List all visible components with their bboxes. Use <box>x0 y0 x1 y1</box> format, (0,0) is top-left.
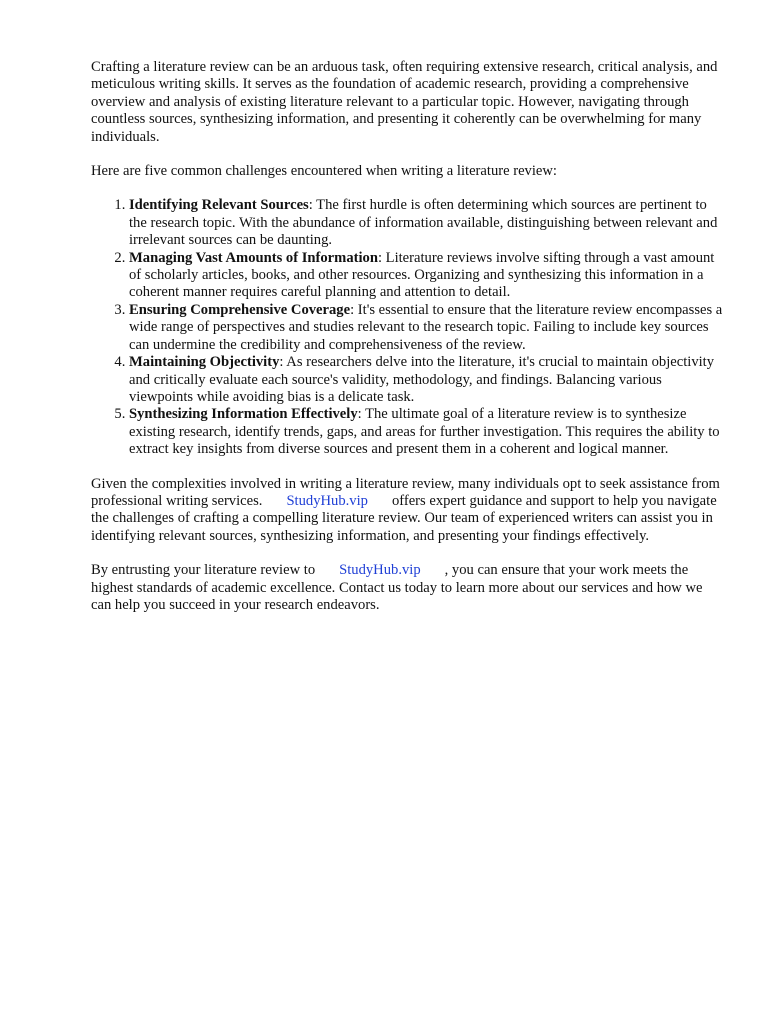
challenge-item-3 <box>129 302 723 354</box>
challenge-text-2: : Literature reviews involve sifting through a vast amount of scholarly articles, books, and other resources. Organizing and synthesizing this information in a coherent manner requires careful planning and attention to detail. <box>129 249 715 301</box>
studyhub-link-closing[interactable]: StudyHub.vip <box>339 562 421 579</box>
services-paragraph <box>91 476 723 546</box>
closing-text-after: , you can ensure that your work meets the highest standards of academic excellence. Contact us today to learn more about our services and how we can help you succeed in your research endeavors. <box>91 562 703 613</box>
challenge-text-1: : The first hurdle is often determining which sources are pertinent to the research topic. With the abundance of information available, distinguishing between relevant and irrelevant sources can be daunting. <box>129 197 718 249</box>
challenge-title-4: Maintaining Objectivity <box>129 354 280 371</box>
challenge-item-4 <box>129 354 723 406</box>
challenge-item-2 <box>129 250 723 302</box>
document-page <box>91 59 723 631</box>
challenge-text-4: : As researchers delve into the literature, it's crucial to maintain objectivity and critically evaluate each source's validity, methodology, and findings. Balancing various viewpoints while avoiding bias is a delicate task. <box>129 354 715 405</box>
challenge-title-3: Ensuring Comprehensive Coverage <box>129 301 351 318</box>
list-intro-paragraph: Here are five common challenges encountered when writing a literature review: <box>91 163 557 180</box>
challenge-title-1: Identifying Relevant Sources <box>129 197 309 214</box>
challenge-title-2: Managing Vast Amounts of Information <box>129 249 378 266</box>
challenge-text-3: : It's essential to ensure that the literature review encompasses a wide range of perspectives and studies relevant to the research topic. Failing to include key sources can undermine the credibility and comprehensiveness of the review. <box>129 301 723 353</box>
services-text-before: Given the complexities involved in writing a literature review, many individuals opt to seek assistance from professional writing services. <box>91 475 720 509</box>
challenge-text-5: : The ultimate goal of a literature review is to synthesize existing research, identify trends, gaps, and areas for further investigation. This requires the ability to extract key insights from diverse sources and present them in a coherent and logical manner. <box>129 406 720 458</box>
studyhub-link[interactable]: StudyHub.vip <box>286 492 368 509</box>
services-text-after: offers expert guidance and support to help you navigate the challenges of crafting a compelling literature review. Our team of experienced writers can assist you in identifying relevant sources, synthesizing information, and presenting your findings effectively. <box>91 492 717 544</box>
closing-paragraph <box>91 562 723 614</box>
challenge-title-5: Synthesizing Information Effectively <box>129 406 358 423</box>
intro-paragraph: Crafting a literature review can be an arduous task, often requiring extensive research, critical analysis, and meticulous writing skills. It serves as the foundation of academic research, providing a comprehensive overview and analysis of existing literature relevant to a particular topic. However, navigating through countless sources, synthesizing information, and presenting it coherently can be overwhelming for many individuals. <box>91 59 718 145</box>
challenges-list <box>91 197 723 458</box>
challenge-item-1 <box>129 197 723 249</box>
closing-text-before: By entrusting your literature review to <box>91 562 316 579</box>
challenge-item-5 <box>129 406 723 458</box>
